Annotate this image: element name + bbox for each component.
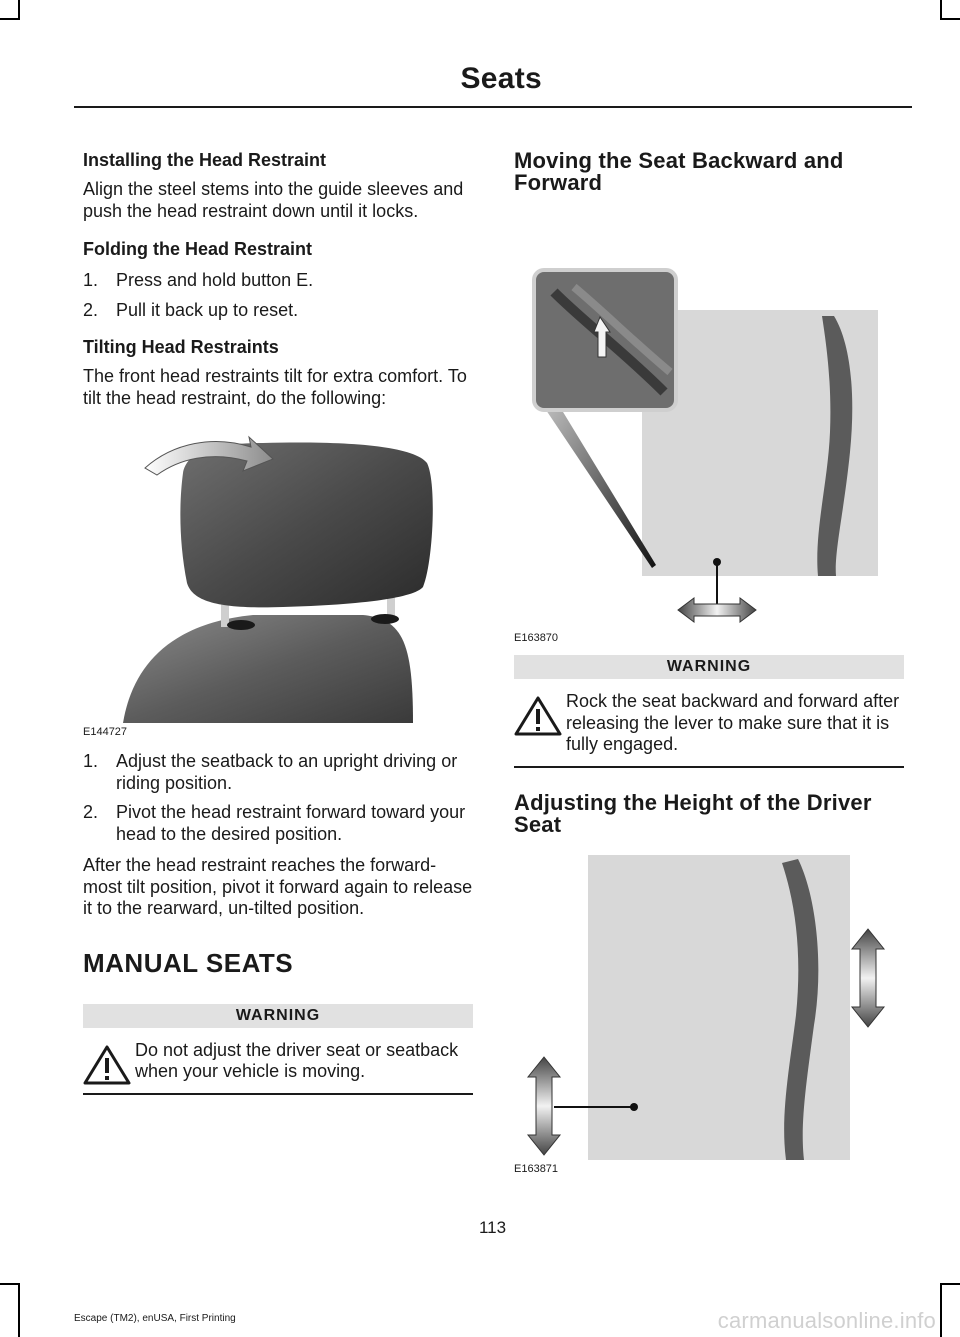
crop-mark-tl-h	[0, 18, 20, 20]
warning-body	[83, 1028, 473, 1095]
moving-seat-heading: Moving the Seat Backward and Forward	[514, 148, 844, 195]
step-text: Adjust the seatback to an upright driving or riding position.	[116, 751, 458, 793]
seat-height-illustration	[514, 855, 904, 1165]
head-restraint-shape	[180, 443, 432, 608]
warning-label: WARNING	[83, 1004, 473, 1028]
warning-text: Do not adjust the driver seat or seatback when your vehicle is moving.	[135, 1039, 459, 1081]
crop-mark-bl-v	[18, 1283, 20, 1337]
seat-height-figure	[514, 855, 904, 1175]
seatback-shape	[123, 615, 413, 723]
seat-slide-illustration	[514, 232, 904, 632]
manual-seats-heading: MANUAL SEATS	[83, 947, 294, 978]
installing-heading: Installing the Head Restraint	[83, 150, 327, 170]
step-text: Pull it back up to reset.	[116, 299, 299, 320]
height-adjust-heading: Adjusting the Height of the Driver Seat	[514, 789, 872, 837]
warning-text: Rock the seat backward and forward after releasing the lever to make sure that it is fully engaged.	[566, 691, 900, 754]
installing-text: Align the steel stems into the guide sleeves and push the head restraint down until it locks.	[83, 179, 464, 221]
head-restraint-illustration	[83, 423, 473, 723]
page-header	[74, 58, 912, 108]
tilting-step-1	[83, 751, 473, 794]
folding-heading: Folding the Head Restraint	[83, 239, 313, 259]
callout-dot	[630, 1103, 638, 1111]
warning-triangle-icon	[514, 695, 562, 737]
callout-cone	[544, 407, 656, 568]
warning-triangle-icon	[83, 1044, 131, 1086]
step-number: 1.	[83, 751, 99, 771]
figure-code: E163871	[514, 1162, 559, 1175]
page-number: 113	[478, 1218, 507, 1237]
guide-sleeve-left	[227, 620, 255, 630]
crop-mark-br-v	[940, 1283, 942, 1337]
callout-dot	[713, 558, 721, 566]
folding-step-2	[83, 300, 473, 322]
watermark-text: carmanualsonline.info	[717, 1308, 936, 1333]
step-number: 1.	[83, 270, 99, 290]
crop-mark-tr-v	[940, 0, 942, 20]
crop-mark-tr-h	[940, 18, 960, 20]
tilting-after-text: After the head restraint reaches the forward-most tilt position, pivot it forward again to release it to the rearward, un-tilted position.	[83, 855, 473, 918]
tilting-text: The front head restraints tilt for extra comfort. To tilt the head restraint, do the following:	[83, 366, 467, 408]
warning-box-left	[83, 1004, 473, 1095]
seat-slide-figure	[514, 232, 904, 644]
warning-box-right	[514, 655, 904, 768]
figure-code: E163870	[514, 632, 559, 644]
right-column	[514, 148, 904, 1175]
warning-label: WARNING	[514, 655, 904, 679]
left-column	[83, 148, 473, 1095]
figure-code: E144727	[83, 726, 128, 738]
step-text: Pivot the head restraint forward toward your head to the desired position.	[116, 802, 466, 844]
warning-body	[514, 679, 904, 768]
crop-mark-tl-v	[18, 0, 20, 20]
seat-height-arrow-icon	[852, 929, 884, 1027]
tilting-step-2	[83, 802, 473, 845]
crop-mark-bl-h	[0, 1283, 20, 1285]
page-title: Seats	[460, 62, 542, 95]
crop-mark-br-h	[940, 1283, 960, 1285]
tilting-heading: Tilting Head Restraints	[83, 337, 279, 357]
folding-step-1	[83, 270, 473, 292]
head-restraint-figure	[83, 423, 473, 738]
guide-sleeve-right	[371, 614, 399, 624]
step-number: 2.	[83, 299, 99, 320]
step-text: Press and hold button E.	[116, 270, 314, 290]
step-number: 2.	[83, 802, 99, 822]
edition-text: Escape (TM2), enUSA, First Printing	[74, 1313, 236, 1324]
